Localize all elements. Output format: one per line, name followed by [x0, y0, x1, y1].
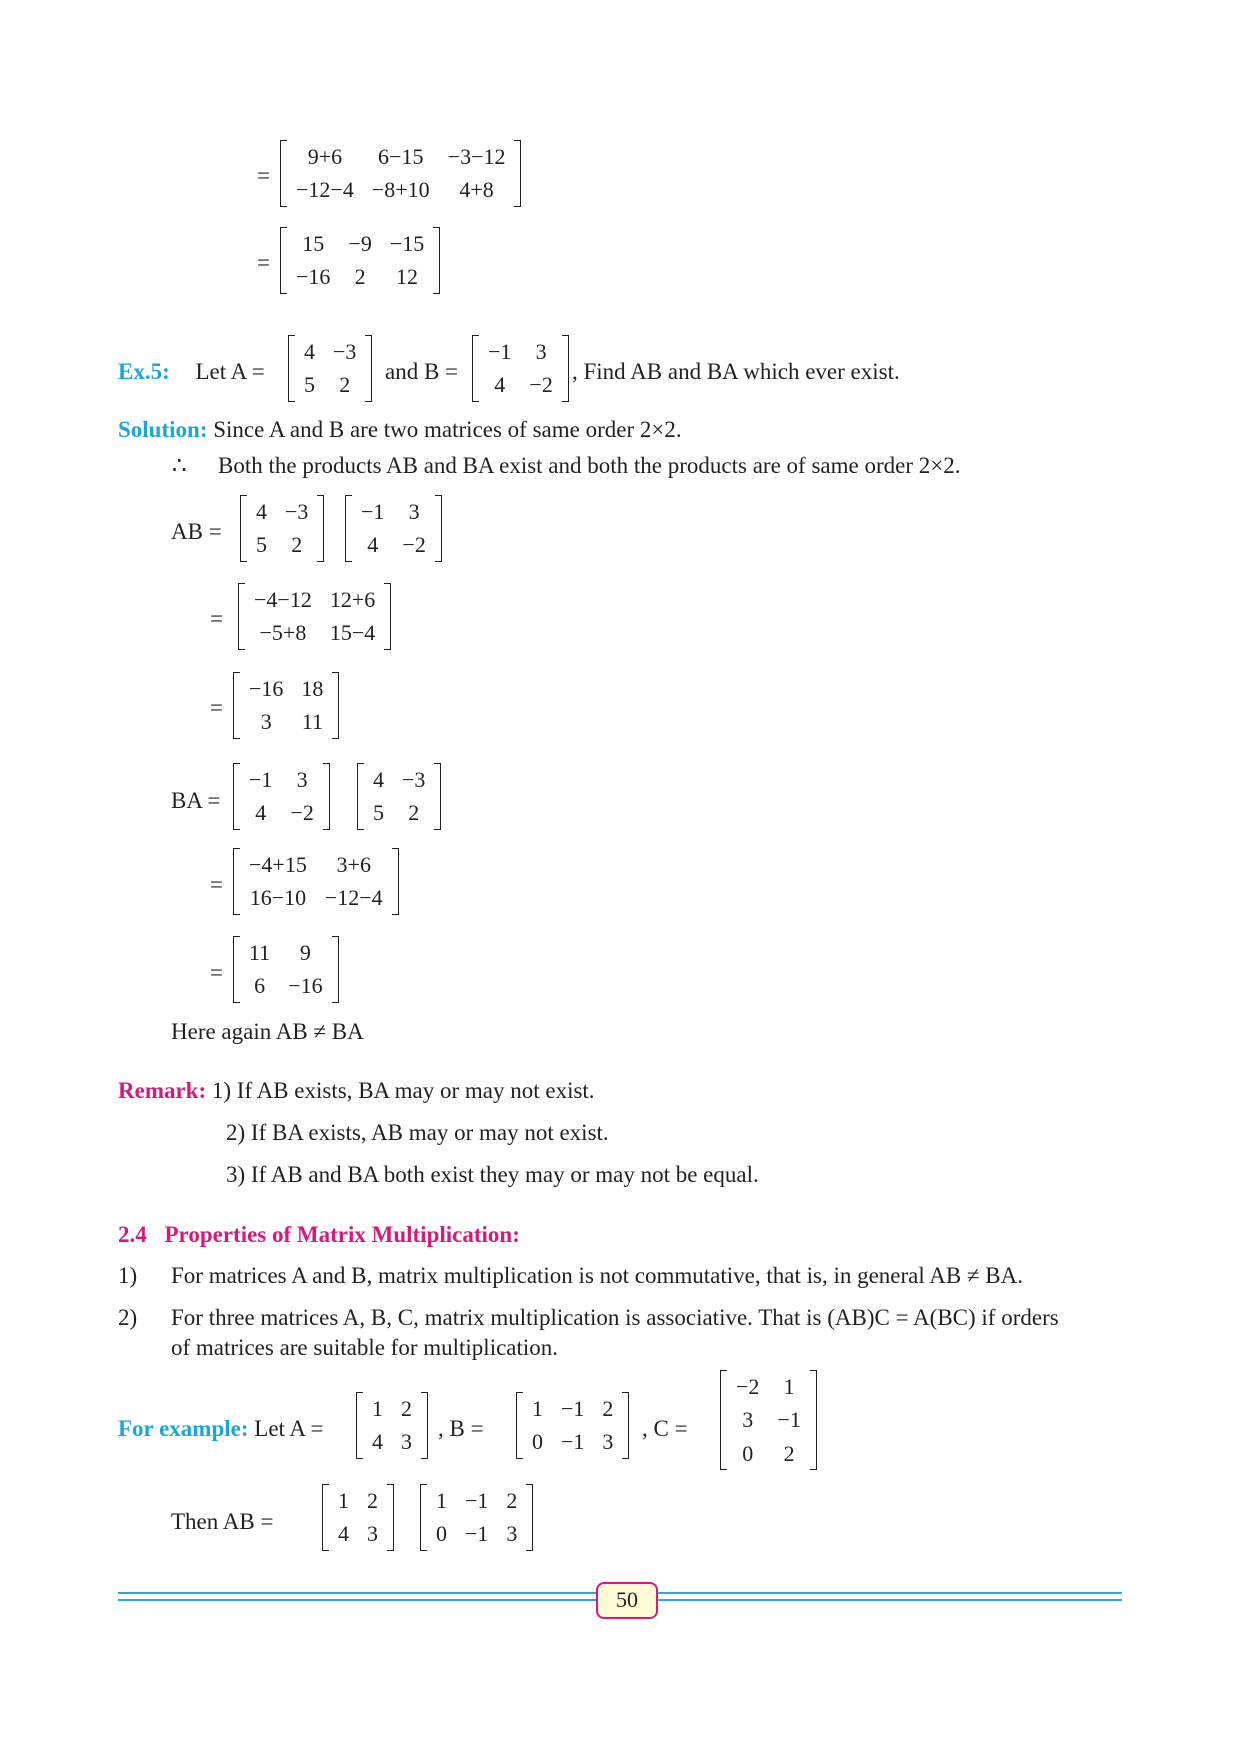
- matrix-cell: 15: [302, 231, 325, 256]
- remark-item: 1) If AB exists, BA may or may not exist.: [211, 1078, 595, 1103]
- matrix-row: [727, 1370, 810, 1403]
- example-line: [118, 1417, 323, 1440]
- matrix-cell: 5: [256, 532, 267, 558]
- matrix-row: [479, 335, 562, 368]
- section-heading: [118, 1223, 520, 1246]
- matrix-cell: 6: [254, 973, 266, 999]
- property-text: For matrices A and B, matrix multiplication is not commutative, that is, in general AB ≠ BA.: [171, 1263, 1024, 1288]
- equals-sign: =: [210, 606, 223, 631]
- find-text: , Find AB and BA which ever exist.: [572, 359, 900, 384]
- matrix-cell: 4: [256, 499, 267, 524]
- matrix-cell: 3: [260, 709, 272, 735]
- matrix-row: [287, 260, 433, 293]
- matrix-cell: 11: [249, 940, 271, 965]
- matrix-table: [523, 1392, 622, 1459]
- matrix-cell: 18: [301, 676, 324, 701]
- matrix-row: [240, 705, 332, 738]
- footer-rule: [658, 1599, 1122, 1601]
- matrix-cell: 3: [367, 1521, 378, 1547]
- matrix-a: [357, 763, 441, 830]
- matrix-cell: 1: [338, 1488, 349, 1513]
- matrix-cell: 6−15: [378, 144, 424, 169]
- section-number: 2.4: [118, 1222, 147, 1247]
- matrix-cell: 2: [367, 1488, 378, 1513]
- matrix-cell: −12−4: [296, 177, 354, 203]
- matrix-table: [240, 936, 332, 1003]
- equals-sign: =: [210, 960, 223, 985]
- matrix-cell: 15−4: [329, 620, 376, 646]
- footer-rule: [118, 1592, 596, 1594]
- matrix-row: [523, 1392, 622, 1425]
- example-label: Ex.5:: [118, 359, 170, 384]
- matrix-a-example: [356, 1392, 428, 1459]
- matrix-a-example: [322, 1484, 394, 1551]
- property-number: 2): [118, 1305, 138, 1330]
- matrix-row: [240, 763, 323, 796]
- matrix-cell: 2: [506, 1488, 518, 1513]
- matrix-row: [245, 616, 384, 649]
- page-number: 50: [596, 1582, 658, 1619]
- matrix-cell: 3: [408, 499, 420, 524]
- matrix-cell: 2: [408, 800, 420, 826]
- matrix-cell: 4: [338, 1521, 349, 1547]
- c-text: , C =: [642, 1416, 688, 1441]
- matrix-a: [288, 335, 372, 402]
- matrix-cell: 1: [436, 1488, 447, 1513]
- matrix-cell: 3: [401, 1429, 412, 1455]
- matrix-cell: 0: [436, 1521, 447, 1547]
- matrix-cell: −1: [465, 1488, 489, 1513]
- matrix-row: [727, 1403, 810, 1436]
- remark-label: Remark:: [118, 1078, 207, 1103]
- matrix-cell: −4−12: [254, 587, 312, 612]
- matrix-ba-step: [233, 848, 399, 915]
- matrix-cell: 1: [532, 1396, 543, 1421]
- for-example-label: For example:: [118, 1416, 249, 1441]
- ab-label: AB =: [171, 519, 222, 544]
- matrix-b: [233, 763, 330, 830]
- matrix-table: [727, 1370, 810, 1470]
- matrix-b-example: [420, 1484, 533, 1551]
- matrix-cell: −1: [561, 1429, 585, 1455]
- equals-sign: =: [210, 872, 223, 897]
- matrix-table: [479, 335, 562, 402]
- matrix-cell: −16: [296, 264, 331, 290]
- matrix-cell: 4: [304, 339, 315, 364]
- ba-label: BA =: [171, 788, 221, 813]
- matrix-cell: 2: [354, 264, 366, 290]
- matrix-cell: 3: [296, 767, 308, 792]
- matrix-cell: 4+8: [459, 177, 494, 203]
- matrix-cell: −1: [249, 767, 273, 792]
- matrix-cell: 0: [532, 1429, 543, 1455]
- matrix-row: [287, 227, 433, 260]
- matrix-cell: −16: [288, 973, 323, 999]
- solution-line-2: Both the products AB and BA exist and both the products are of same order 2×2.: [218, 453, 961, 478]
- section-title: Properties of Matrix Multiplication:: [164, 1222, 520, 1247]
- matrix-cell: 4: [367, 532, 379, 558]
- matrix-cell: −1: [361, 499, 385, 524]
- matrix-cell: 12+6: [329, 587, 376, 612]
- matrix-cell: 4: [494, 372, 506, 398]
- matrix-row: [287, 140, 514, 173]
- matrix-cell: −2: [529, 372, 553, 398]
- matrix-cell: 2: [783, 1440, 795, 1466]
- example-5-line: [118, 360, 265, 383]
- matrix-row: [245, 583, 384, 616]
- matrix-row: [247, 528, 317, 561]
- matrix-table: [240, 848, 392, 915]
- matrix-cell: 5: [304, 372, 315, 398]
- matrix-row: [364, 763, 434, 796]
- matrix-cell: 1: [372, 1396, 383, 1421]
- matrix-table: [363, 1392, 421, 1459]
- matrix-ab-step: [238, 583, 391, 650]
- matrix-cell: 4: [373, 767, 384, 792]
- footer-rule: [118, 1599, 596, 1601]
- matrix-b-example: [516, 1392, 629, 1459]
- matrix-cell: −15: [389, 231, 425, 256]
- matrix-cell: 2: [291, 532, 303, 558]
- matrix-cell: −16: [249, 676, 284, 701]
- matrix-cell: 9: [299, 940, 311, 965]
- matrix-row: [295, 368, 365, 401]
- matrix-row: [427, 1517, 526, 1550]
- matrix-cell: 3: [506, 1521, 518, 1547]
- equals-sign: =: [257, 250, 270, 275]
- matrix-cell: 16−10: [249, 885, 307, 911]
- solution-line: [118, 418, 682, 441]
- matrix-top-result: [280, 227, 440, 294]
- matrix-row: [287, 173, 514, 206]
- matrix-row: [364, 796, 434, 829]
- matrix-cell: −3: [333, 339, 357, 364]
- matrix-table: [427, 1484, 526, 1551]
- matrix-row: [240, 848, 392, 881]
- matrix-cell: −1: [488, 339, 512, 364]
- property-number: 1): [118, 1263, 138, 1288]
- matrix-cell: 9+6: [307, 144, 343, 169]
- matrix-table: [247, 495, 317, 562]
- matrix-cell: −9: [348, 231, 372, 256]
- remark-item: 2) If BA exists, AB may or may not exist.: [226, 1120, 609, 1145]
- matrix-row: [240, 936, 332, 969]
- matrix-cell: 3: [742, 1407, 754, 1433]
- matrix-row: [240, 969, 332, 1002]
- matrix-cell: 0: [742, 1440, 754, 1466]
- matrix-row: [727, 1437, 810, 1470]
- matrix-table: [245, 583, 384, 650]
- matrix-cell: 2: [602, 1396, 614, 1421]
- matrix-cell: −8+10: [371, 177, 430, 203]
- matrix-row: [295, 335, 365, 368]
- equals-sign: =: [257, 163, 270, 188]
- therefore-symbol: ∴: [172, 453, 187, 478]
- matrix-row: [363, 1425, 421, 1458]
- b-text: , B =: [438, 1416, 484, 1441]
- matrix-cell: −5+8: [259, 620, 307, 646]
- equals-sign: =: [210, 695, 223, 720]
- matrix-table: [329, 1484, 387, 1551]
- matrix-table: [295, 335, 365, 402]
- matrix-row: [240, 796, 323, 829]
- let-text: Let A =: [254, 1416, 324, 1441]
- matrix-cell: 2: [401, 1396, 412, 1421]
- matrix-cell: 4: [255, 800, 267, 826]
- matrix-cell: 3+6: [336, 852, 371, 877]
- matrix-row: [352, 495, 435, 528]
- matrix-b: [345, 495, 442, 562]
- matrix-table: [240, 763, 323, 830]
- matrix-cell: −2: [290, 800, 314, 826]
- conclusion-text: Here again AB ≠ BA: [171, 1019, 364, 1044]
- matrix-cell: 1: [783, 1374, 795, 1399]
- matrix-a: [240, 495, 324, 562]
- matrix-row: [240, 881, 392, 914]
- matrix-row: [329, 1517, 387, 1550]
- matrix-ab-result: [233, 672, 339, 739]
- matrix-b: [472, 335, 569, 402]
- footer-rule: [658, 1592, 1122, 1594]
- then-ab-text: Then AB =: [171, 1509, 274, 1534]
- matrix-table: [240, 672, 332, 739]
- matrix-ba-result: [233, 936, 339, 1003]
- matrix-row: [479, 368, 562, 401]
- and-text: and B =: [385, 359, 459, 384]
- matrix-cell: 4: [372, 1429, 383, 1455]
- matrix-cell: −12−4: [324, 885, 383, 911]
- let-text: Let A =: [195, 359, 265, 384]
- solution-label: Solution:: [118, 417, 208, 442]
- property-text-cont: of matrices are suitable for multiplication.: [171, 1335, 559, 1360]
- matrix-cell: −1: [561, 1396, 585, 1421]
- matrix-cell: 11: [301, 709, 324, 735]
- matrix-cell: 12: [396, 264, 419, 290]
- matrix-row: [329, 1484, 387, 1517]
- matrix-cell: −4+15: [249, 852, 307, 877]
- remark-item: 3) If AB and BA both exist they may or may not be equal.: [226, 1162, 759, 1187]
- matrix-table: [287, 227, 433, 294]
- matrix-row: [523, 1425, 622, 1458]
- matrix-top-step: [280, 140, 521, 207]
- matrix-cell: −2: [402, 532, 426, 558]
- matrix-row: [352, 528, 435, 561]
- matrix-row: [247, 495, 317, 528]
- matrix-row: [427, 1484, 526, 1517]
- solution-text: Since A and B are two matrices of same order 2×2.: [213, 417, 682, 442]
- matrix-cell: −2: [736, 1374, 760, 1399]
- matrix-cell: −3−12: [447, 144, 506, 169]
- matrix-cell: −1: [777, 1407, 801, 1433]
- matrix-cell: 2: [339, 372, 351, 398]
- matrix-table: [287, 140, 514, 207]
- remark-line-1: [118, 1079, 595, 1102]
- matrix-cell: 3: [535, 339, 547, 364]
- matrix-table: [364, 763, 434, 830]
- matrix-cell: −1: [465, 1521, 489, 1547]
- matrix-cell: −3: [402, 767, 426, 792]
- matrix-table: [352, 495, 435, 562]
- property-text: For three matrices A, B, C, matrix multiplication is associative. That is (AB)C = A(BC) if orders: [171, 1305, 1059, 1330]
- matrix-cell: 3: [602, 1429, 614, 1455]
- matrix-row: [363, 1392, 421, 1425]
- matrix-c-example: [720, 1370, 817, 1470]
- matrix-cell: 5: [373, 800, 384, 826]
- matrix-row: [240, 672, 332, 705]
- matrix-cell: −3: [285, 499, 309, 524]
